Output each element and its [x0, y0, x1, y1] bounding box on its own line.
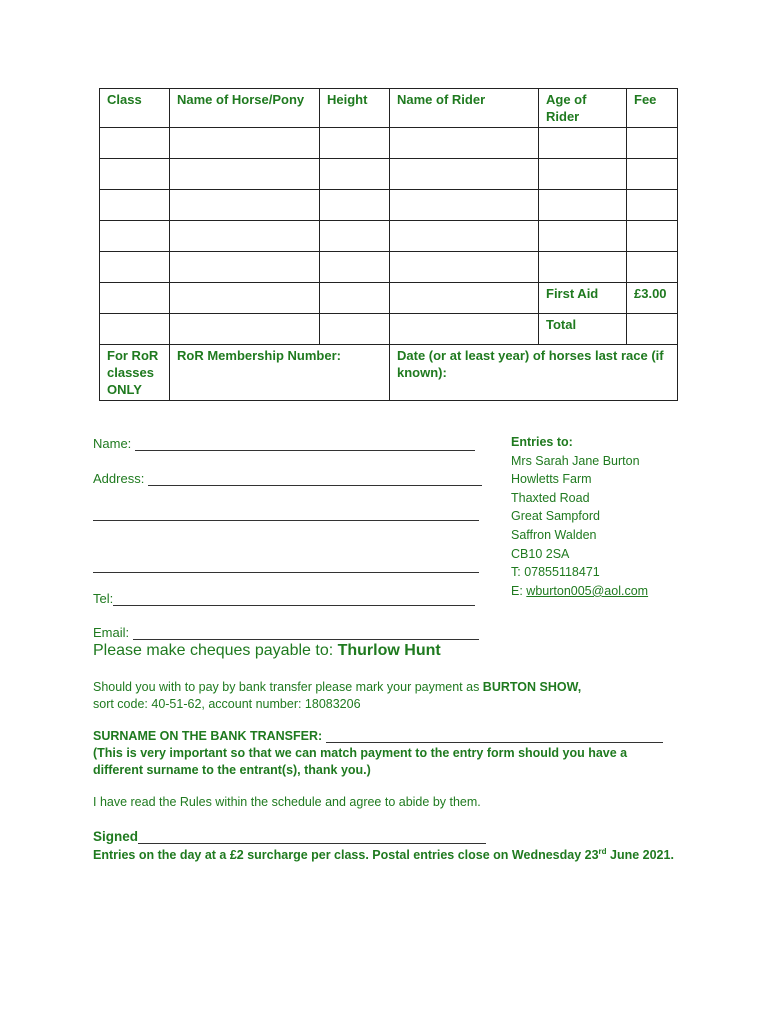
- first-aid-row: [100, 283, 678, 314]
- fee-cell[interactable]: [627, 159, 678, 190]
- rules-agreement: I have read the Rules within the schedule and agree to abide by them.: [93, 795, 481, 809]
- address-input-line-2[interactable]: [93, 507, 479, 521]
- age-cell[interactable]: [539, 128, 627, 159]
- payment-reference: BURTON SHOW,: [482, 680, 582, 694]
- name-input-line[interactable]: [135, 437, 475, 451]
- height-cell[interactable]: [320, 190, 390, 221]
- fee-cell[interactable]: [627, 252, 678, 283]
- entry-table: [99, 88, 678, 401]
- address-line-3[interactable]: [93, 558, 479, 573]
- fee-cell[interactable]: [627, 128, 678, 159]
- horse-name-cell[interactable]: [170, 221, 320, 252]
- height-cell[interactable]: [320, 159, 390, 190]
- entries-line: Mrs Sarah Jane Burton: [511, 453, 640, 468]
- address-field[interactable]: [93, 471, 482, 486]
- class-cell[interactable]: [100, 190, 170, 221]
- rider-name-cell[interactable]: [390, 252, 539, 283]
- rider-name-cell[interactable]: [390, 221, 539, 252]
- ror-classes-label: For RoR classes ONLY: [100, 345, 170, 401]
- rider-name-cell[interactable]: [390, 190, 539, 221]
- table-header-row: [100, 89, 678, 128]
- surname-transfer-field[interactable]: [93, 729, 663, 743]
- fee-cell[interactable]: [627, 221, 678, 252]
- rider-name-cell[interactable]: [390, 159, 539, 190]
- entries-email-link[interactable]: wburton005@aol.com: [526, 583, 649, 598]
- horse-name-cell[interactable]: [170, 128, 320, 159]
- entries-email-line: E: wburton005@aol.com: [511, 583, 649, 598]
- entries-heading: Entries to:: [511, 435, 573, 449]
- cheques-payee: Thurlow Hunt: [337, 642, 441, 659]
- horse-name-cell[interactable]: [170, 159, 320, 190]
- rider-name-cell[interactable]: [390, 128, 539, 159]
- horse-name-cell[interactable]: [170, 190, 320, 221]
- email-field[interactable]: [93, 625, 479, 640]
- age-cell[interactable]: [539, 190, 627, 221]
- address-input-line-3[interactable]: [93, 559, 479, 573]
- tel-input-line[interactable]: [113, 592, 475, 606]
- tel-label: Tel:: [93, 591, 114, 606]
- table-row: [100, 190, 678, 221]
- height-cell[interactable]: [320, 221, 390, 252]
- height-cell[interactable]: [320, 128, 390, 159]
- surname-transfer-input-line[interactable]: [326, 731, 663, 743]
- tel-field[interactable]: [93, 591, 475, 606]
- table-row: [100, 159, 678, 190]
- horse-name-cell[interactable]: [170, 252, 320, 283]
- class-cell[interactable]: [100, 159, 170, 190]
- entries-line: Thaxted Road: [511, 490, 590, 505]
- height-cell[interactable]: [320, 252, 390, 283]
- signed-field[interactable]: [93, 829, 486, 844]
- ror-membership-number[interactable]: RoR Membership Number:: [170, 345, 390, 401]
- entries-line: Saffron Walden: [511, 527, 597, 542]
- age-cell[interactable]: [539, 159, 627, 190]
- header-age-of-rider: Age of Rider: [539, 89, 627, 128]
- class-cell[interactable]: [100, 221, 170, 252]
- table-row: [100, 128, 678, 159]
- entries-address-block: [511, 433, 648, 600]
- closing-date-note: Entries on the day at a £2 surcharge per class. Postal entries close on Wednesday 23rd June 2021.: [93, 847, 674, 863]
- age-cell[interactable]: [539, 252, 627, 283]
- header-class: Class: [100, 89, 170, 128]
- signature-line[interactable]: [138, 831, 486, 844]
- header-horse-name: Name of Horse/Pony: [170, 89, 320, 128]
- name-label: Name:: [93, 436, 132, 451]
- fee-cell[interactable]: [627, 190, 678, 221]
- signed-label: Signed: [93, 829, 139, 844]
- name-field[interactable]: [93, 436, 475, 451]
- surname-note-line-1: (This is very important so that we can match payment to the entry form should you have a: [93, 746, 628, 760]
- surname-note-line-2: different surname to the entrant(s), thank you.): [93, 763, 371, 777]
- total-label: Total: [539, 314, 627, 345]
- address-label: Address:: [93, 471, 145, 486]
- total-row: [100, 314, 678, 345]
- table-row: [100, 221, 678, 252]
- first-aid-label: First Aid: [539, 283, 627, 314]
- bank-transfer-line-2: sort code: 40-51-62, account number: 18083206: [93, 697, 361, 711]
- table-row: [100, 252, 678, 283]
- first-aid-fee: £3.00: [627, 283, 678, 314]
- email-input-line[interactable]: [133, 626, 479, 640]
- entries-postcode: CB10 2SA: [511, 546, 570, 561]
- bank-transfer-line-1: Should you with to pay by bank transfer please mark your payment as BURTON SHOW,: [93, 680, 582, 694]
- email-label: Email:: [93, 625, 130, 640]
- surname-transfer-label: SURNAME ON THE BANK TRANSFER:: [93, 729, 326, 743]
- entries-tel: T: 07855118471: [511, 565, 600, 580]
- age-cell[interactable]: [539, 221, 627, 252]
- address-line-2[interactable]: [93, 506, 479, 521]
- last-race-date[interactable]: Date (or at least year) of horses last race (if known):: [390, 345, 678, 401]
- class-cell[interactable]: [100, 252, 170, 283]
- address-input-line[interactable]: [148, 472, 482, 486]
- header-fee: Fee: [627, 89, 678, 128]
- entries-line: Great Sampford: [511, 509, 600, 524]
- ror-row: [100, 345, 678, 401]
- class-cell[interactable]: [100, 128, 170, 159]
- entries-line: Howletts Farm: [511, 472, 592, 487]
- header-rider-name: Name of Rider: [390, 89, 539, 128]
- cheques-line: Please make cheques payable to: Thurlow Hunt: [93, 642, 441, 659]
- header-height: Height: [320, 89, 390, 128]
- total-cell[interactable]: [627, 314, 678, 345]
